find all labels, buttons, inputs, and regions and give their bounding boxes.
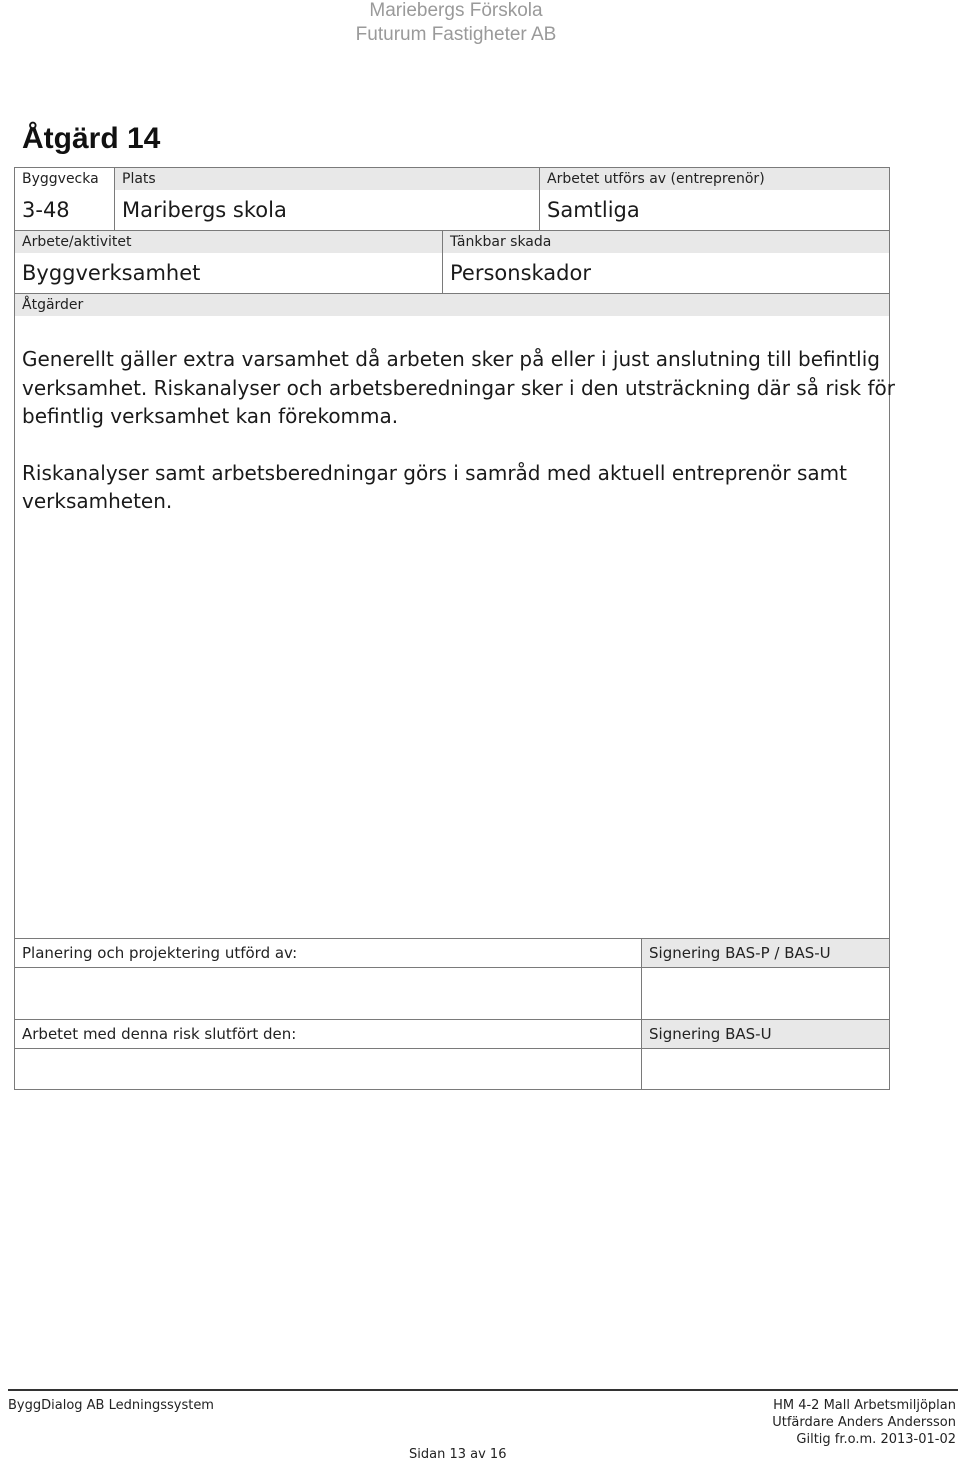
plats-value: Maribergs skola: [122, 198, 287, 222]
byggvecka-label: Byggvecka: [22, 171, 99, 187]
footer-system: ByggDialog AB Ledningssystem: [8, 1398, 214, 1413]
footer-divider: [8, 1389, 958, 1391]
planering-field: [15, 968, 640, 1019]
atgarder-paragraph-2: Riskanalyser samt arbetsberedningar görs i samråd med aktuell entreprenör samt verksamheten.: [22, 460, 847, 513]
footer-page-number: Sidan 13 av 16: [409, 1447, 507, 1462]
signering-bas-u-label: Signering BAS-U: [642, 1020, 889, 1048]
header-school-name: Mariebergs Förskola: [369, 0, 543, 21]
slutfort-label: Arbetet med denna risk slutfört den:: [22, 1025, 297, 1043]
utfors-label: Arbetet utförs av (entreprenör): [540, 168, 889, 190]
table-col-divider: [114, 167, 115, 230]
header-company-name: Futurum Fastigheter AB: [355, 24, 557, 45]
table-top-border: [14, 167, 890, 168]
skada-label: Tänkbar skada: [443, 231, 889, 253]
atgarder-text: [22, 345, 902, 516]
table-col-divider: [539, 167, 540, 230]
slutfort-field: [15, 1049, 640, 1089]
signering-bas-pu-field: [642, 968, 889, 1019]
signature-row-divider: [14, 1048, 890, 1049]
signature-top-border: [14, 938, 890, 939]
atgarder-paragraph-1: Generellt gäller extra varsamhet då arbeten sker på eller i just anslutning till befintlig verksamhet. Riskanalyser och arbetsberedningar sker i den utsträckning där så risk för befintlig verksamhet kan förekomma.: [22, 347, 895, 428]
signering-bas-pu-label: Signering BAS-P / BAS-U: [642, 939, 889, 967]
footer-issuer: Utfärdare Anders Andersson: [772, 1415, 956, 1430]
skada-value: Personskador: [450, 261, 591, 285]
utfors-value: Samtliga: [547, 198, 640, 222]
plats-label: Plats: [115, 168, 539, 190]
footer-valid-date: Giltig fr.o.m. 2013-01-02: [796, 1432, 956, 1447]
signering-bas-u-field: [642, 1049, 889, 1089]
signature-col-divider: [641, 938, 642, 1090]
table-row-divider: [14, 230, 890, 231]
aktivitet-label: Arbete/aktivitet: [15, 231, 442, 253]
signature-row-divider: [14, 967, 890, 968]
table-col-divider: [442, 230, 443, 293]
planering-label: Planering och projektering utförd av:: [22, 944, 298, 962]
atgarder-label: Åtgärder: [15, 294, 889, 316]
aktivitet-value: Byggverksamhet: [22, 261, 201, 285]
page-title: Åtgärd 14: [22, 122, 161, 155]
footer-document: HM 4-2 Mall Arbetsmiljöplan: [773, 1398, 956, 1413]
byggvecka-value: 3-48: [22, 198, 70, 222]
table-bottom-border: [14, 1089, 890, 1090]
signature-row-divider: [14, 1019, 890, 1020]
table-row-divider: [14, 293, 890, 294]
table-right-border: [889, 167, 890, 1090]
